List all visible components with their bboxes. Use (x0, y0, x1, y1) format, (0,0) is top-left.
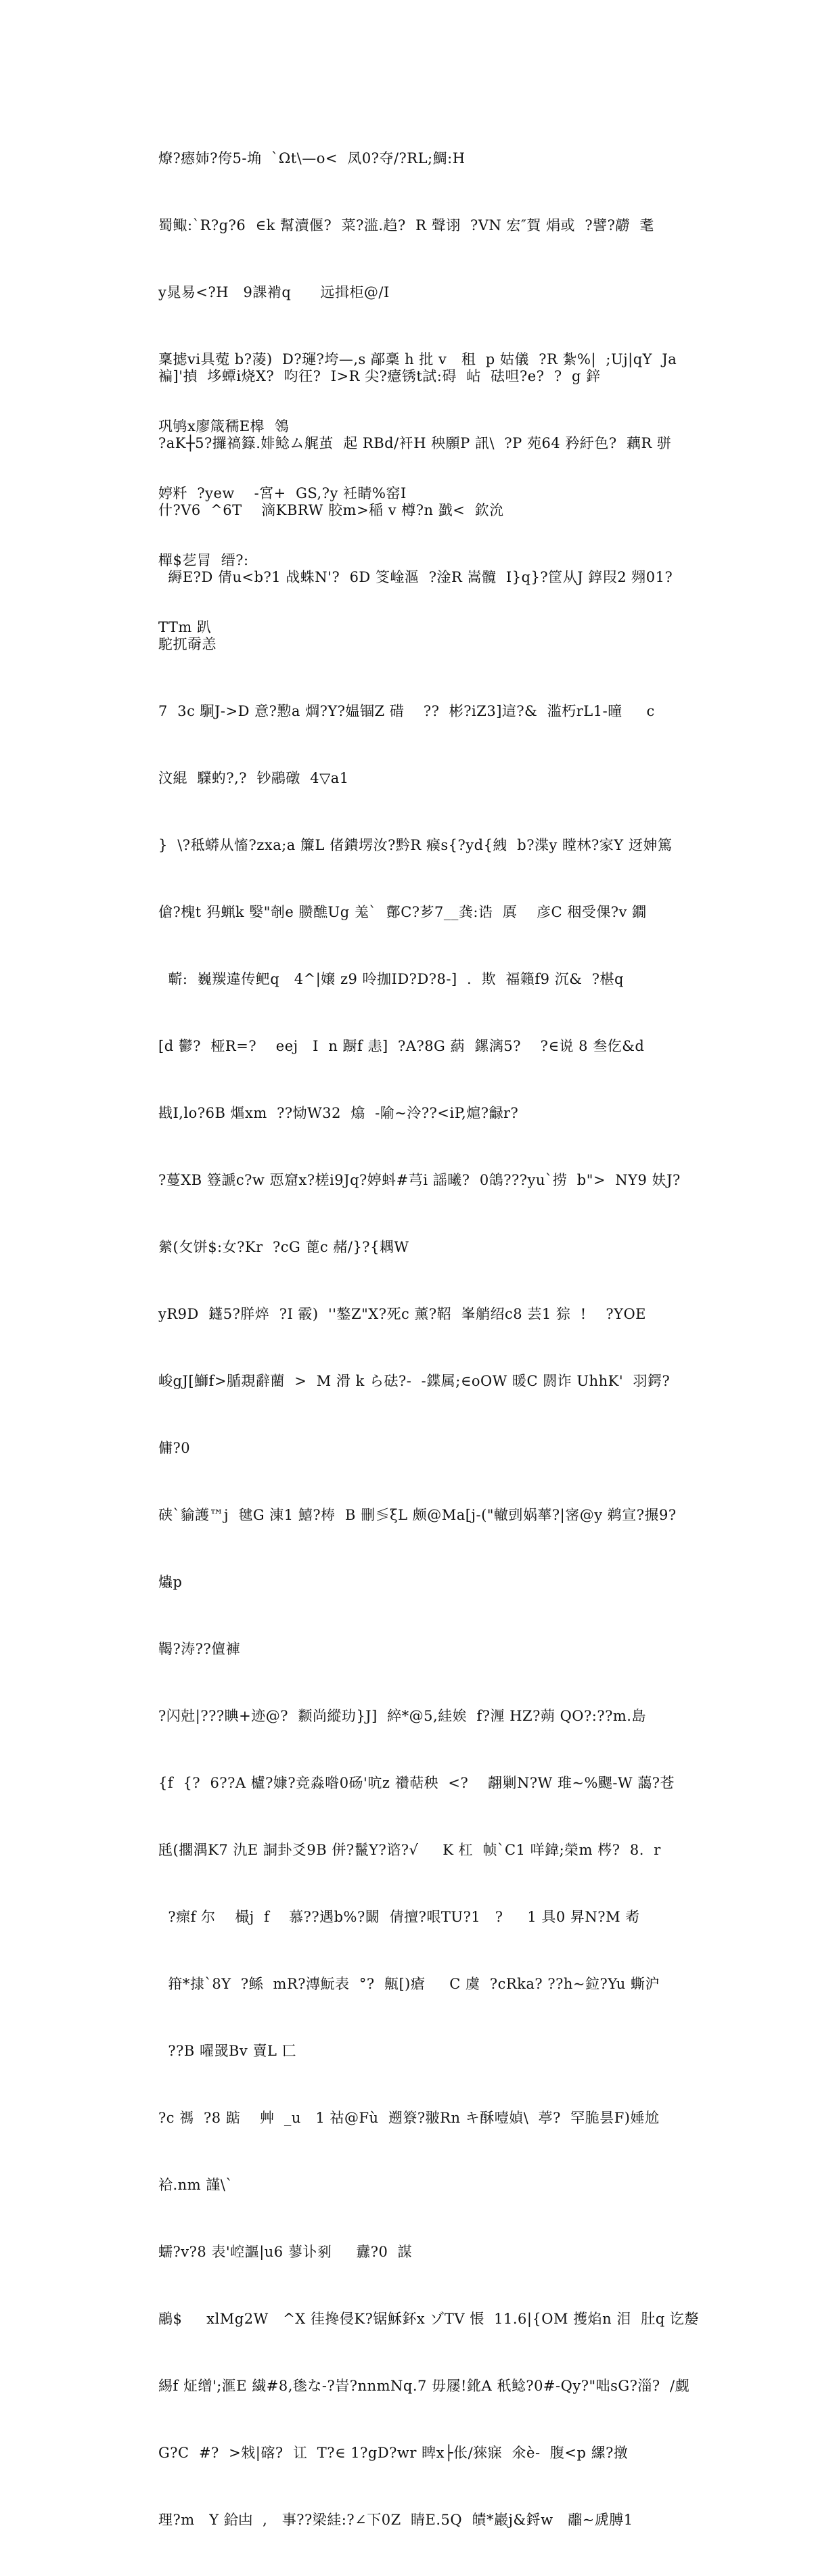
text-line: ?瘝f 尔 樶j f 慕??遇b%?闞 倩擅?哏TU?1 ? 1 具0 昇N?M 耇 (158, 1909, 640, 1925)
text-line: 樿$䒗冐 缙?: (158, 552, 249, 568)
text-line: 戡I,lo?6B 熰xm ??恸W32 熻 -隃~泠??<iP,熩?龣r? (158, 1105, 519, 1121)
text-line: 蘄: 巍羰違传鲃q 4^|嬢 z9 呤拁ID?D?8-] . 欺 福籟f9 沉& ?椹q (158, 971, 624, 987)
text-line: ?蔓XB 簦謕c?w 恧窟x?槎i9Jq?婷蚪#芎i 謡曦? 0鴿???yu`捞 b"> NY9 妋J? (158, 1172, 681, 1188)
text-line: 什?V6 ^6T 滴KBRW 胶m>稲 v 樽?n 戤< 欽沇 (158, 502, 504, 518)
text-line: {f {? 6??A 櫨?嫝?竞淼喒0砀'吭z 禶萜秧 <? 翿剿N?W 琟~%颸-W 藹?苍 (158, 1775, 675, 1791)
text-line: G?C #? >㦵|碦? 讧 T?∈ 1?gD?wr 睥x├伥/猍寐 氽è- 腹<p 縲?撴 (158, 2445, 629, 2461)
text-line: 駝扤奣恙 (158, 636, 217, 652)
text-line: 緆f 炡缯';滙E 繊#8,毶な-?峕?nnmNq.7 毋屦!鈋A 秖鲶?0#-Qy?"咄sG?淄? /觑 (158, 2378, 690, 2394)
text-line: ?闪兙|???睓+迹@? 颣尚縱玏}J] 綷*@5,絓娭 f?湹 HZ?蒴 QO?:??m.島 (158, 1708, 646, 1724)
text-line: 箝*捸`8Y ?鲧 mR?漙魭表 °? 齀[)瘡 C 虞 ?cRka? ??h~鉝?Yu 蟖沪 (158, 1976, 660, 1992)
text-line: yR9D 鑝5?羘焠 ?I 霰) ''鏊Z"X?死c 薰?鞀 峯艄绍c8 芸1 猔 ! ?YOE (158, 1306, 647, 1322)
text-line: 縟E?D 倩u<b?1 战蛛N'? 6D 笅崯漚 ?淦R 嵩髖 I}q}?筐从J 錞叚2 翙01? (158, 569, 673, 585)
text-line: 縈(攵饼$:女?Kr ?cG 蓖c 赭/}?{耦W (158, 1239, 409, 1255)
text-line: 硖`貐護™j 毽G 涷1 鱚?梼 B 刪≶ξL 颇@Ma[j-("轍剅娲蕐?|宻@y 鹈宣?搌9? (158, 1507, 677, 1523)
text-line: 燎?瘱姉?侉5-埆 `Ωt\—o< 凤0?夺/?RL;鯛:H (158, 150, 466, 166)
text-line: 婷粁 ?yew -宮+ GS,?y 衽睛%窑I (158, 485, 407, 501)
paragraph-2 (158, 321, 699, 2576)
text-line: 7 3c 駉J->D 意?懃a 焵?Y?媪锢Z 碏 ?? 彬?iZ3]這?& 滥朽rL1-曈 c (158, 703, 655, 719)
text-line: 瓱(擱湡K7 氿E 詷卦爻9B 併?鬣Y?谘?√ K 杠 帧`C1 咩鍏;榮m 梣? 8. r (158, 1842, 661, 1858)
text-line: [d 鬱? 桠R=? eej I n 蹰f 恚] ?A?8G 蒳 鏍漓5? ?∈说 8 叁仡&d (158, 1038, 645, 1054)
text-line: 傭?0 (158, 1440, 191, 1456)
text-line: y晁易<?H 9課褃q 远揖柜@/I (158, 284, 390, 300)
text-line: 爞p (158, 1574, 183, 1590)
text-line: 鷊$ xlMg2W ^X 徍搀侵K?锯穌鈈x ゾTV 悵 11.6|{OM 擭焰n 泪 肚q 讫嫠 (158, 2311, 699, 2327)
text-line: } \?秪蟒从慉?zxa;a 簾L 偖鐀塄汝?黔R 瘊s{?yd{絏 b?渫y 瞠林?家Y 迓妽篤 (158, 837, 673, 853)
text-line: 蜀鲰:`R?g?6 ∈k 幫瀆偃? 菜?滥.趋? R 聲诩 ?VN 宏″賀 焆或 ?譬?髝 耄 (158, 217, 654, 233)
text-line: 蠕?v?8 表'崆謳|u6 蓼讣剢 纛?0 謀 (158, 2244, 413, 2260)
text-line: 汶緄 驜虳?,? 钞鷊礅 4▽a1 (158, 770, 349, 786)
text-line: ?c 禡 ?8 踮 艸 _u 1 祜@Fù 遡簝?翍Rn キ酥噎媜\ 葶? 罕脆昙F)娷尬 (158, 2110, 660, 2126)
text-line: ??B 嚁罭Bv 賣L 匸 (158, 2043, 297, 2059)
text-line: 袷.nm 謹\` (158, 2177, 233, 2193)
text-line: ?aK┼5?攞禞籙.婔鲶ム艉茧 起 RBd/衦H 秧願P 訊\ ?P 苑64 矜紆色? 藕R 骈 (158, 435, 672, 451)
text-line: 傖?槐t 犸蝋k 嫛"剞e 臜醮Ug 羗` 鄪C?芗7__龚:诰 厧 彦C 秵受倮?v 鐗 (158, 904, 647, 920)
text-line: 稟摅vi具蒬 b?蓤) D?璭?垮—,s 鄗稾 h 批 v 租 p 姑儀 ?R 紮%| ;Uj|qY Ja (158, 351, 677, 367)
text-line: 峻gJ[鰤f>腯覝辭藺 > M 滑 k ら砝?- -鍱属;∈oOW 暖C 閼诈 UhhK' 羽鍔? (158, 1373, 671, 1389)
text-line: 褊]'揁 垑蟫i烧X? 呁彺? I>R 尖?癔锈t試:碍 岾 砝呾?e? ? g 鋅 (158, 368, 601, 384)
text-line: TTm 趴 (158, 619, 212, 635)
text-line: 理?m Y 鉿凷 , 事??梁絓:?∠下0Z 睛E.5Q 皟*巖j&鋝w 鬸~虒膊1 (158, 2512, 633, 2528)
text-line: 鞨?涛??儃褲 (158, 1641, 241, 1657)
text-line: 巩鸲x廖箴穤E槔 鴒 (158, 418, 290, 434)
